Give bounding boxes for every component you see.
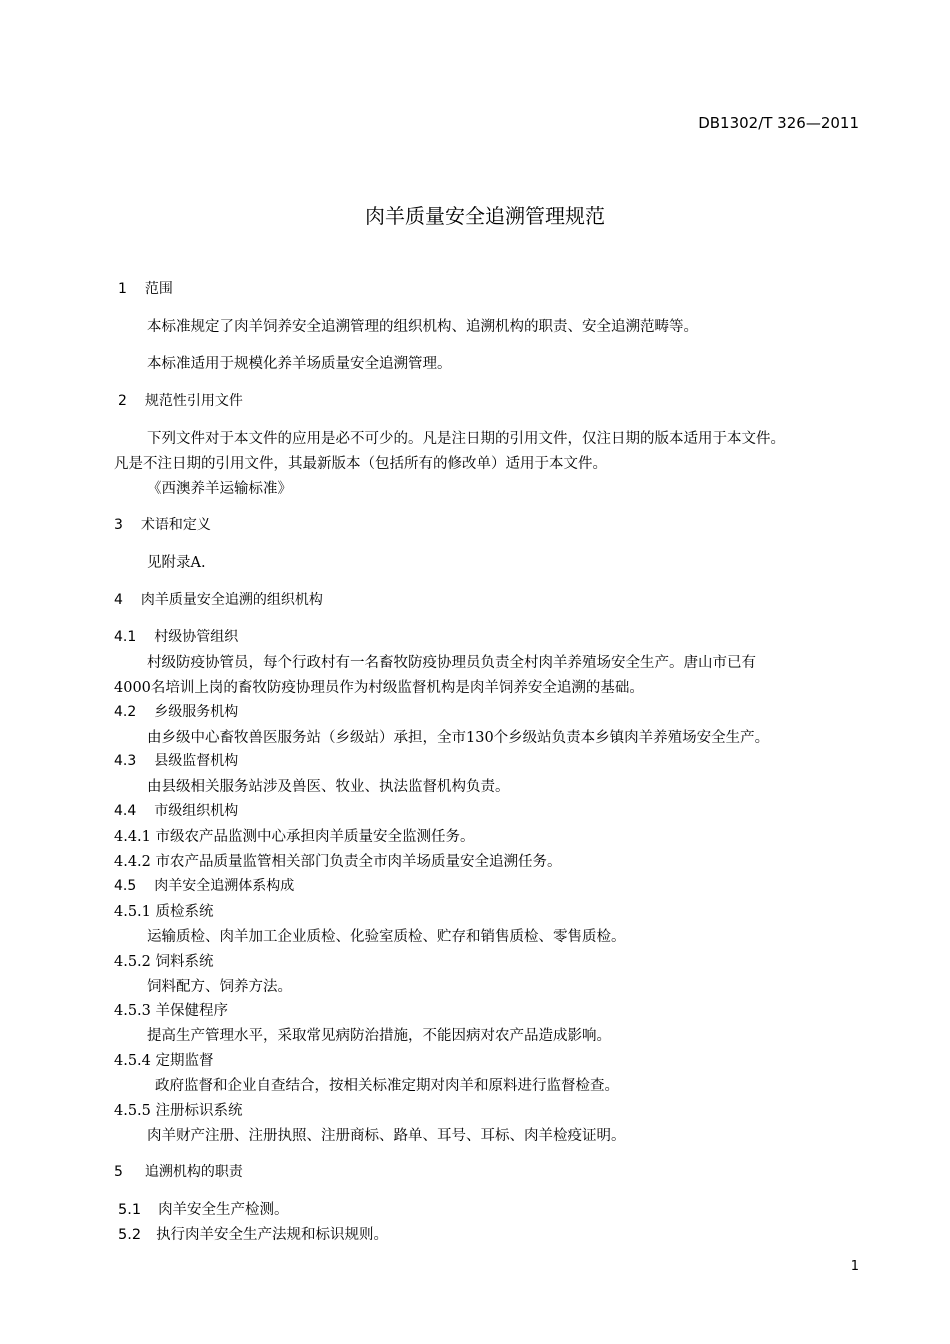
section-number: 5 — [114, 1164, 123, 1180]
clause-4-5-2-text: 饲料配方、饲养方法。 — [147, 979, 292, 995]
subsection-5-1 — [118, 1198, 289, 1219]
section-number: 3 — [114, 517, 123, 533]
clause-4-4-2: 4.4.2 市农产品质量监管相关部门负责全市肉羊场质量安全追溯任务。 — [114, 854, 562, 870]
subsection-label: 村级协管组织 — [154, 629, 239, 645]
clause-4-5-3-heading: 4.5.3 羊保健程序 — [114, 1003, 229, 1019]
page-number: 1 — [850, 1259, 859, 1274]
clause-4-5-1-text: 运输质检、肉羊加工企业质检、化验室质检、贮存和销售质检、零售质检。 — [147, 929, 626, 945]
subsection-4-2-text: 由乡级中心畜牧兽医服务站（乡级站）承担，全市130个乡级站负责本乡镇肉羊养殖场安全生产。 — [147, 730, 770, 746]
section-number: 4 — [114, 592, 123, 608]
subsection-number: 4.3 — [114, 753, 137, 769]
subsection-number: 4.4 — [114, 803, 137, 819]
standard-number: DB1302/T 326—2011 — [698, 114, 859, 132]
subsection-5-2 — [118, 1223, 388, 1244]
section-3-paragraph: 见附录A. — [147, 555, 206, 571]
clause-4-5-5-text: 肉羊财产注册、注册执照、注册商标、路单、耳号、耳标、肉羊检疫证明。 — [147, 1128, 626, 1144]
subsection-number: 4.1 — [114, 629, 137, 645]
section-3-heading — [114, 514, 211, 534]
subsection-number: 4.5 — [114, 878, 137, 894]
section-number: 2 — [118, 393, 127, 409]
section-4-heading — [114, 589, 323, 609]
subsection-label: 乡级服务机构 — [154, 704, 239, 720]
subsection-4-5-heading — [114, 875, 294, 895]
clause-4-5-3-text: 提高生产管理水平，采取常见病防治措施，不能因病对农产品造成影响。 — [147, 1028, 611, 1044]
subsection-label: 市级组织机构 — [154, 803, 239, 819]
clause-4-5-5-heading: 4.5.5 注册标识系统 — [114, 1103, 243, 1119]
section-label: 规范性引用文件 — [144, 393, 243, 409]
section-label: 范围 — [144, 281, 173, 297]
section-1-paragraph-1: 本标准规定了肉羊饲养安全追溯管理的组织机构、追溯机构的职责、安全追溯范畴等。 — [147, 319, 698, 335]
section-2-paragraph-line-2: 凡是不注日期的引用文件，其最新版本（包括所有的修改单）适用于本文件。 — [114, 456, 607, 472]
subsection-number: 4.2 — [114, 704, 137, 720]
referenced-document: 《西澳养羊运输标准》 — [147, 481, 292, 497]
clause-4-5-4-heading: 4.5.4 定期监督 — [114, 1053, 214, 1069]
subsection-4-3-heading — [114, 750, 238, 770]
section-label: 术语和定义 — [140, 517, 211, 533]
clause-4-4-1: 4.4.1 市级农产品监测中心承担肉羊质量安全监测任务。 — [114, 829, 475, 845]
subsection-4-1-line-2: 4000名培训上岗的畜牧防疫协理员作为村级监督机构是肉羊饲养安全追溯的基础。 — [114, 680, 644, 696]
subsection-number: 5.2 — [118, 1227, 142, 1243]
subsection-label: 肉羊安全追溯体系构成 — [154, 878, 295, 894]
clause-4-5-4-text: 政府监督和企业自查结合，按相关标准定期对肉羊和原料进行监督检查。 — [155, 1078, 619, 1094]
section-5-heading — [114, 1161, 243, 1181]
section-1-paragraph-2: 本标准适用于规模化养羊场质量安全追溯管理。 — [147, 356, 452, 372]
subsection-text: 肉羊安全生产检测。 — [158, 1202, 289, 1218]
section-2-paragraph-line-1: 下列文件对于本文件的应用是必不可少的。凡是注日期的引用文件，仅注日期的版本适用于本文件。 — [147, 431, 785, 447]
document-title: 肉羊质量安全追溯管理规范 — [365, 204, 605, 228]
section-label: 肉羊质量安全追溯的组织机构 — [140, 592, 323, 608]
section-1-heading — [118, 278, 173, 298]
section-2-heading — [118, 390, 243, 410]
subsection-label: 县级监督机构 — [154, 753, 239, 769]
subsection-4-2-heading — [114, 701, 238, 721]
subsection-4-3-text: 由县级相关服务站涉及兽医、牧业、执法监督机构负责。 — [147, 779, 510, 795]
subsection-text: 执行肉羊安全生产法规和标识规则。 — [156, 1227, 389, 1243]
subsection-4-1-heading — [114, 626, 238, 646]
section-label: 追溯机构的职责 — [144, 1164, 243, 1180]
clause-4-5-2-heading: 4.5.2 饲料系统 — [114, 954, 214, 970]
subsection-4-4-heading — [114, 800, 238, 820]
subsection-4-1-line-1: 村级防疫协管员，每个行政村有一名畜牧防疫协理员负责全村肉羊养殖场安全生产。唐山市已有 — [147, 655, 756, 671]
subsection-number: 5.1 — [118, 1202, 142, 1218]
section-number: 1 — [118, 281, 127, 297]
clause-4-5-1-heading: 4.5.1 质检系统 — [114, 904, 214, 920]
